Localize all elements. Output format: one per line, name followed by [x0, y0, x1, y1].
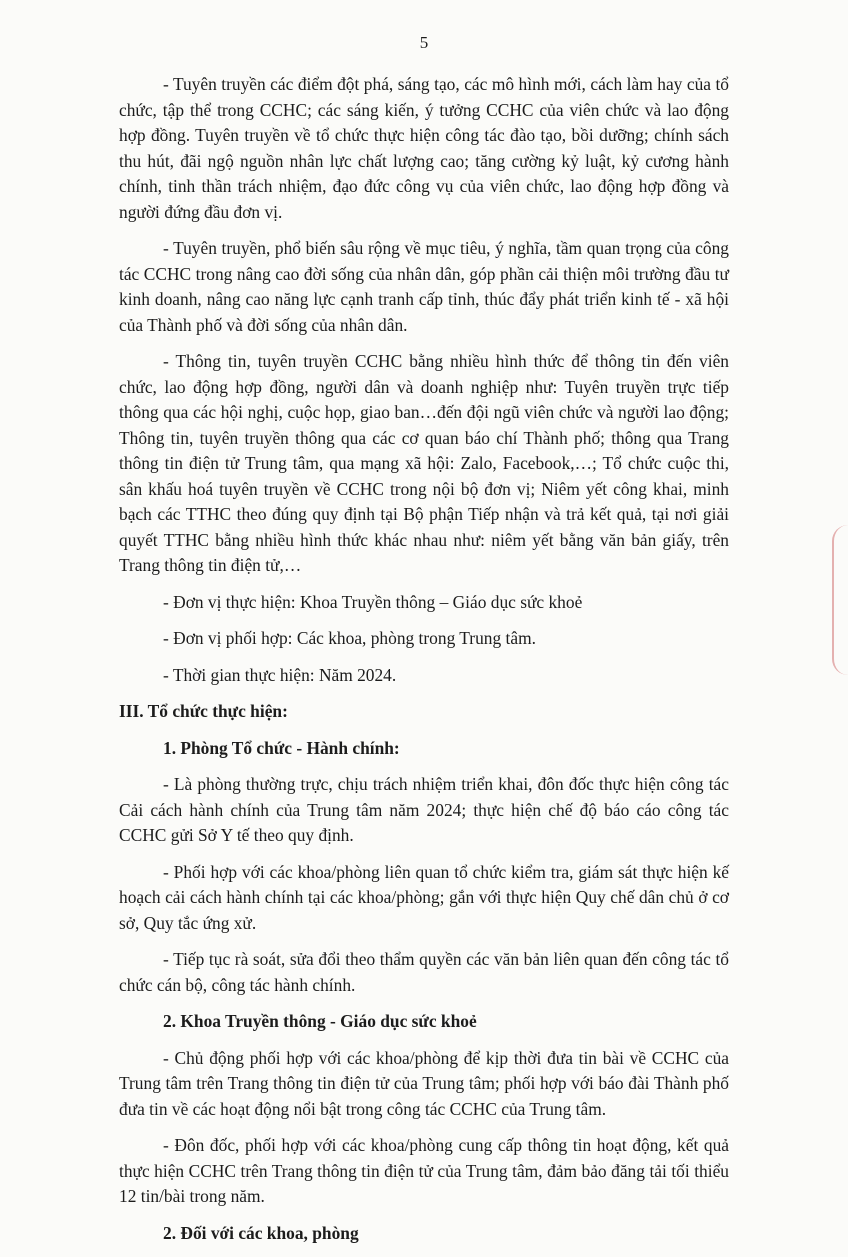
paragraph: - Đôn đốc, phối hợp với các khoa/phòng cung cấp thông tin hoạt động, kết quả thực hiện CCHC trên Trang thông tin điện tử của Trung tâm, đảm bảo đăng tải tối thiểu 12 tin/bài trong năm.	[119, 1135, 729, 1206]
paragraph: - Tiếp tục rà soát, sửa đổi theo thẩm quyền các văn bản liên quan đến công tác tổ chức cán bộ, công tác hành chính.	[119, 949, 729, 995]
paragraph: - Đơn vị thực hiện: Khoa Truyền thông – Giáo dục sức khoẻ	[163, 591, 583, 612]
paragraph: - Là phòng thường trực, chịu trách nhiệm triển khai, đôn đốc thực hiện công tác Cải cách hành chính của Trung tâm năm 2024; thực hiện chế độ báo cáo công tác CCHC gửi Sở Y tế theo quy định.	[119, 774, 729, 845]
paragraph: - Thời gian thực hiện: Năm 2024.	[163, 664, 397, 685]
paragraph: - Tuyên truyền, phổ biến sâu rộng về mục tiêu, ý nghĩa, tầm quan trọng của công tác CCHC trong nâng cao đời sống của nhân dân, góp phần cải thiện môi trường đầu tư kinh doanh, nâng cao năng lực cạnh tranh cấp tỉnh, thúc đẩy phát triển kinh tế - xã hội của Thành phố và đời sống của nhân dân.	[119, 238, 729, 335]
page-number: 5	[419, 33, 429, 52]
subsection-heading: 2. Khoa Truyền thông - Giáo dục sức khoẻ	[163, 1011, 477, 1031]
paragraph: - Thông tin, tuyên truyền CCHC bằng nhiều hình thức để thông tin đến viên chức, lao động hợp đồng, người dân và doanh nghiệp như: Tuyên truyền trực tiếp thông qua các hội nghị, cuộc họp, giao ban…đến đội ngũ viên chức và người lao động; Thông tin, tuyên truyền thông qua các cơ quan báo chí Thành phố; thông qua Trang thông tin điện tử Trung tâm, qua mạng xã hội: Zalo, Facebook,…; Tổ chức cuộc thi, sân khấu hoá tuyên truyền về CCHC trong nội bộ đơn vị; Niêm yết công khai, minh bạch các TTHC theo đúng quy định tại Bộ phận Tiếp nhận và trả kết quả, tại nơi giải quyết TTHC bằng nhiều hình thức khác nhau như: niêm yết bằng văn bản giấy, trên Trang thông tin điện tử,…	[119, 351, 729, 575]
paragraph: - Chủ động phối hợp với các khoa/phòng để kịp thời đưa tin bài về CCHC của Trung tâm trên Trang thông tin điện tử của Trung tâm; phối hợp với báo đài Thành phố đưa tin về các hoạt động nổi bật trong công tác CCHC của Trung tâm.	[119, 1047, 729, 1119]
subsection-heading: 1. Phòng Tổ chức - Hành chính:	[163, 737, 400, 758]
paragraph: - Phối hợp với các khoa/phòng liên quan tổ chức kiểm tra, giám sát thực hiện kế hoạch cải cách hành chính tại các khoa/phòng; gắn với thực hiện Quy chế dân chủ ở cơ sở, Quy tắc ứng xử.	[119, 861, 729, 933]
seal-stamp-edge	[832, 525, 848, 675]
paragraph: - Đơn vị phối hợp: Các khoa, phòng trong Trung tâm.	[163, 628, 536, 648]
subsection-heading: 2. Đối với các khoa, phòng	[163, 1222, 359, 1243]
document-body	[119, 72, 729, 1257]
paragraph: - Tuyên truyền các điểm đột phá, sáng tạo, các mô hình mới, cách làm hay của tổ chức, tập thể trong CCHC; các sáng kiến, ý tưởng CCHC của viên chức và lao động hợp đồng. Tuyên truyền về tổ chức thực hiện công tác đào tạo, bồi dưỡng; chính sách thu hút, đãi ngộ nguồn nhân lực chất lượng cao; tăng cường kỷ luật, kỷ cương hành chính, tinh thần trách nhiệm, đạo đức công vụ của viên chức, lao động hợp đồng và người đứng đầu đơn vị.	[119, 74, 729, 222]
section-heading: III. Tổ chức thực hiện:	[119, 701, 288, 721]
